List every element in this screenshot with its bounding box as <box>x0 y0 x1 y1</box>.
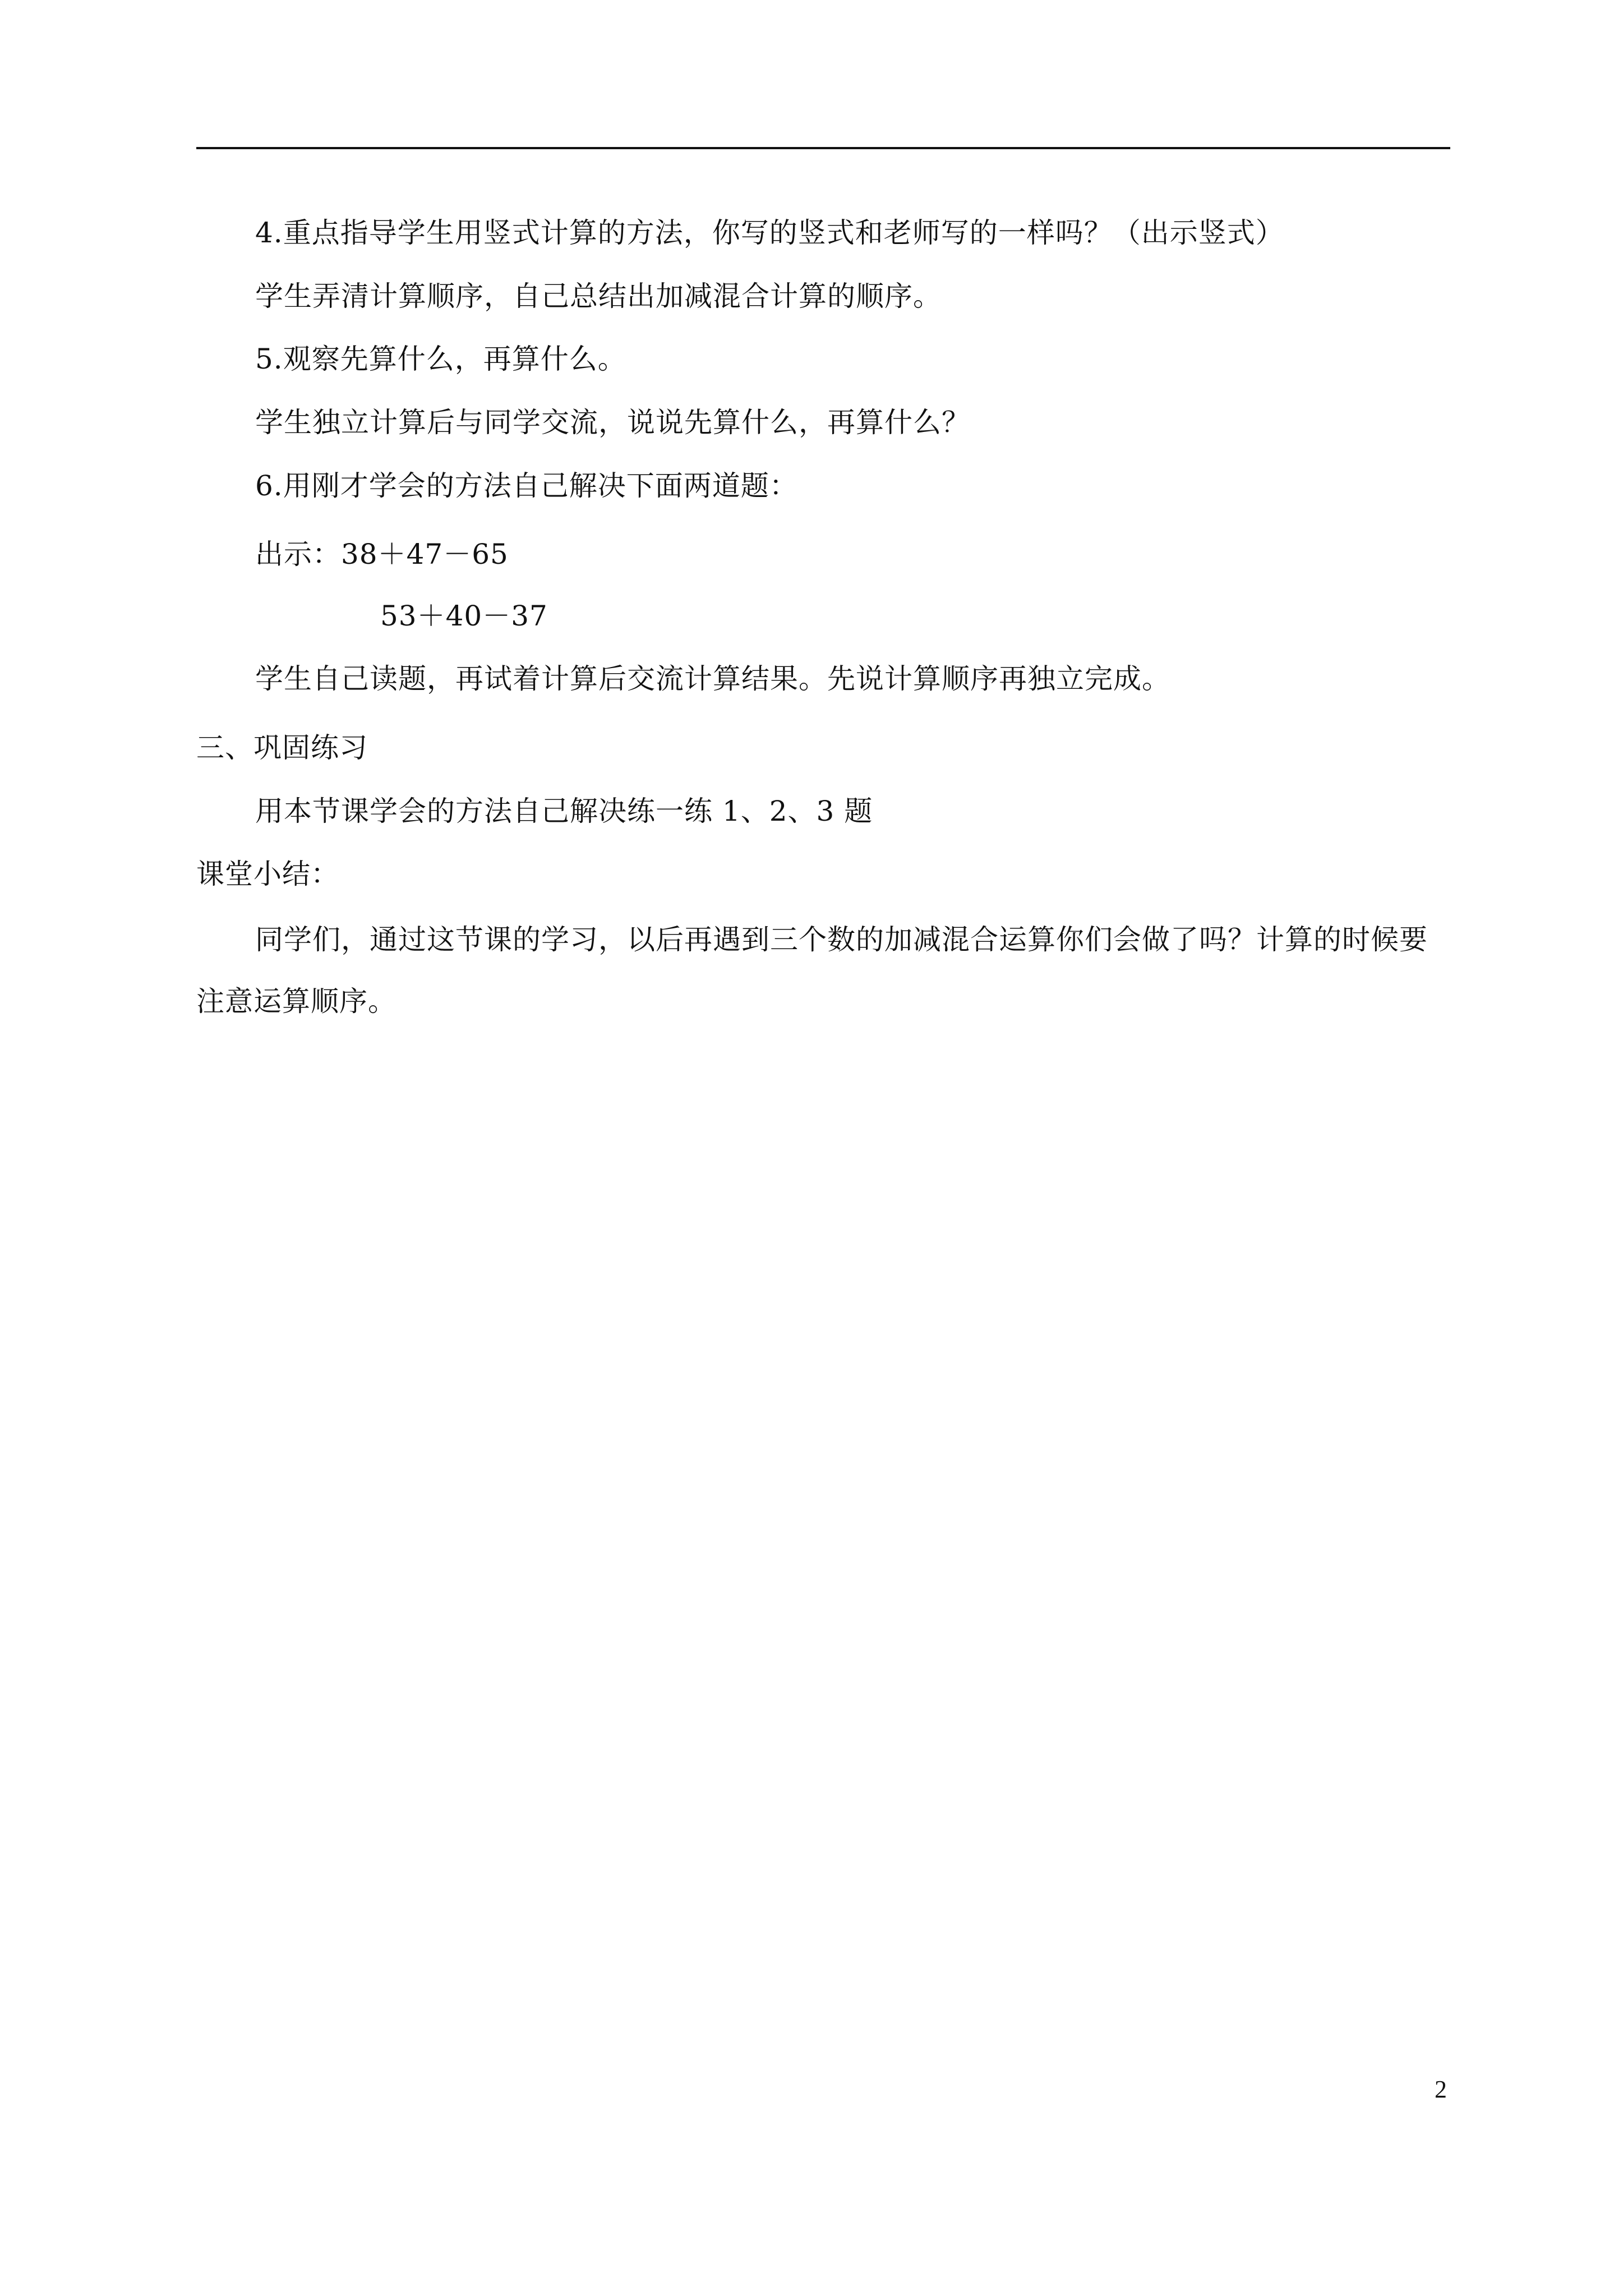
summary-text-line2: 注意运算顺序。 <box>196 985 396 1018</box>
header-rule <box>196 147 1450 149</box>
summary-text-line1: 同学们，通过这节课的学习，以后再遇到三个数的加减混合运算你们会做了吗？计算的时候要 <box>255 923 1428 956</box>
step5-text: 5.观察先算什么，再算什么。 <box>255 343 626 375</box>
section3-heading: 三、巩固练习 <box>196 731 368 764</box>
display-calc-1: 出示：38＋47－65 <box>255 538 509 570</box>
section3-text: 用本节课学会的方法自己解决练一练 1、2、3 题 <box>255 795 873 827</box>
page-number: 2 <box>1435 2076 1447 2103</box>
step4-note: 学生弄清计算顺序，自己总结出加减混合计算的顺序。 <box>255 280 942 312</box>
step4-text: 4.重点指导学生用竖式计算的方法，你写的竖式和老师写的一样吗？（出示竖式） <box>255 217 1284 249</box>
step6-note: 学生自己读题，再试着计算后交流计算结果。先说计算顺序再独立完成。 <box>255 662 1170 695</box>
summary-heading: 课堂小结： <box>196 858 339 890</box>
step6-text: 6.用刚才学会的方法自己解决下面两道题： <box>255 470 798 502</box>
display-calc-2: 53＋40－37 <box>380 600 548 632</box>
step5-note: 学生独立计算后与同学交流，说说先算什么，再算什么？ <box>255 406 970 439</box>
